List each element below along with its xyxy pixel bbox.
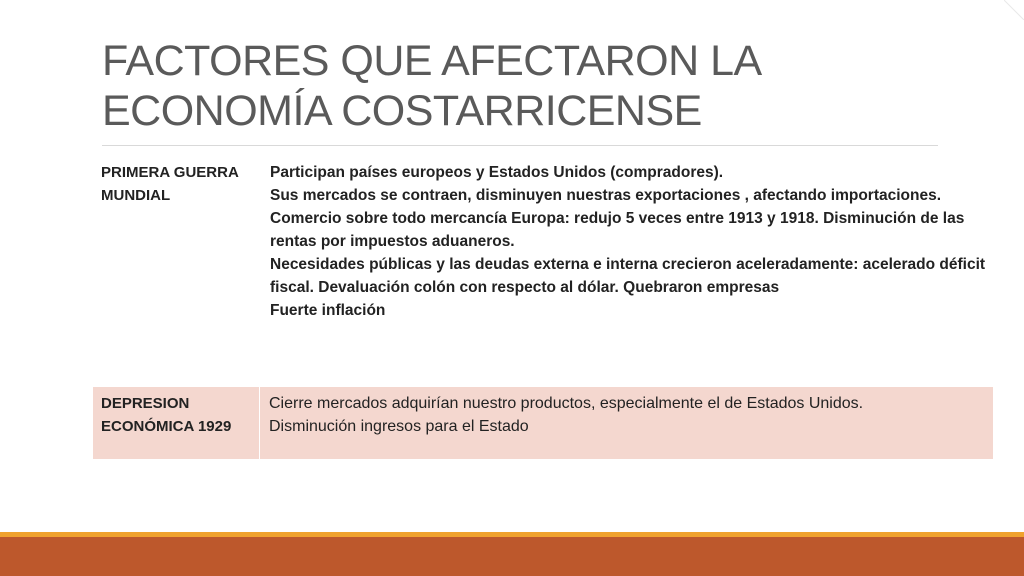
factor-description-primera-guerra — [270, 161, 992, 322]
description-line: Necesidades públicas y las deudas externa e interna crecieron aceleradamente: acelerado déficit fiscal. Devaluación colón con respecto al dólar. Quebraron empresas — [270, 256, 986, 296]
title-divider — [102, 145, 938, 146]
description-line: Disminución ingresos para el Estado — [269, 418, 529, 435]
factor-label-primera-guerra: PRIMERA GUERRA MUNDIAL — [101, 164, 239, 204]
slide-title-line-2: ECONOMÍA COSTARRICENSE — [102, 87, 702, 135]
slide-title — [102, 36, 942, 136]
slide-title-line-1: FACTORES QUE AFECTARON LA — [102, 37, 762, 85]
description-line: Fuerte inflación — [270, 302, 386, 319]
description-line: Comercio sobre todo mercancía Europa: redujo 5 veces entre 1913 y 1918. Disminución de las rentas por impuestos aduaneros. — [270, 210, 965, 250]
description-line: Participan países europeos y Estados Unidos (compradores). — [270, 164, 724, 181]
factor-description-depresion — [260, 387, 993, 459]
description-line: Sus mercados se contraen, disminuyen nuestras exportaciones , afectando importaciones. — [270, 187, 942, 204]
footer-bar — [0, 537, 1024, 576]
factor-label-depresion: DEPRESION ECONÓMICA 1929 — [93, 387, 260, 459]
corner-decoration-icon — [1004, 0, 1024, 20]
description-line: Cierre mercados adquirían nuestro productos, especialmente el de Estados Unidos. — [269, 395, 864, 412]
factor-table-depresion — [93, 387, 993, 459]
